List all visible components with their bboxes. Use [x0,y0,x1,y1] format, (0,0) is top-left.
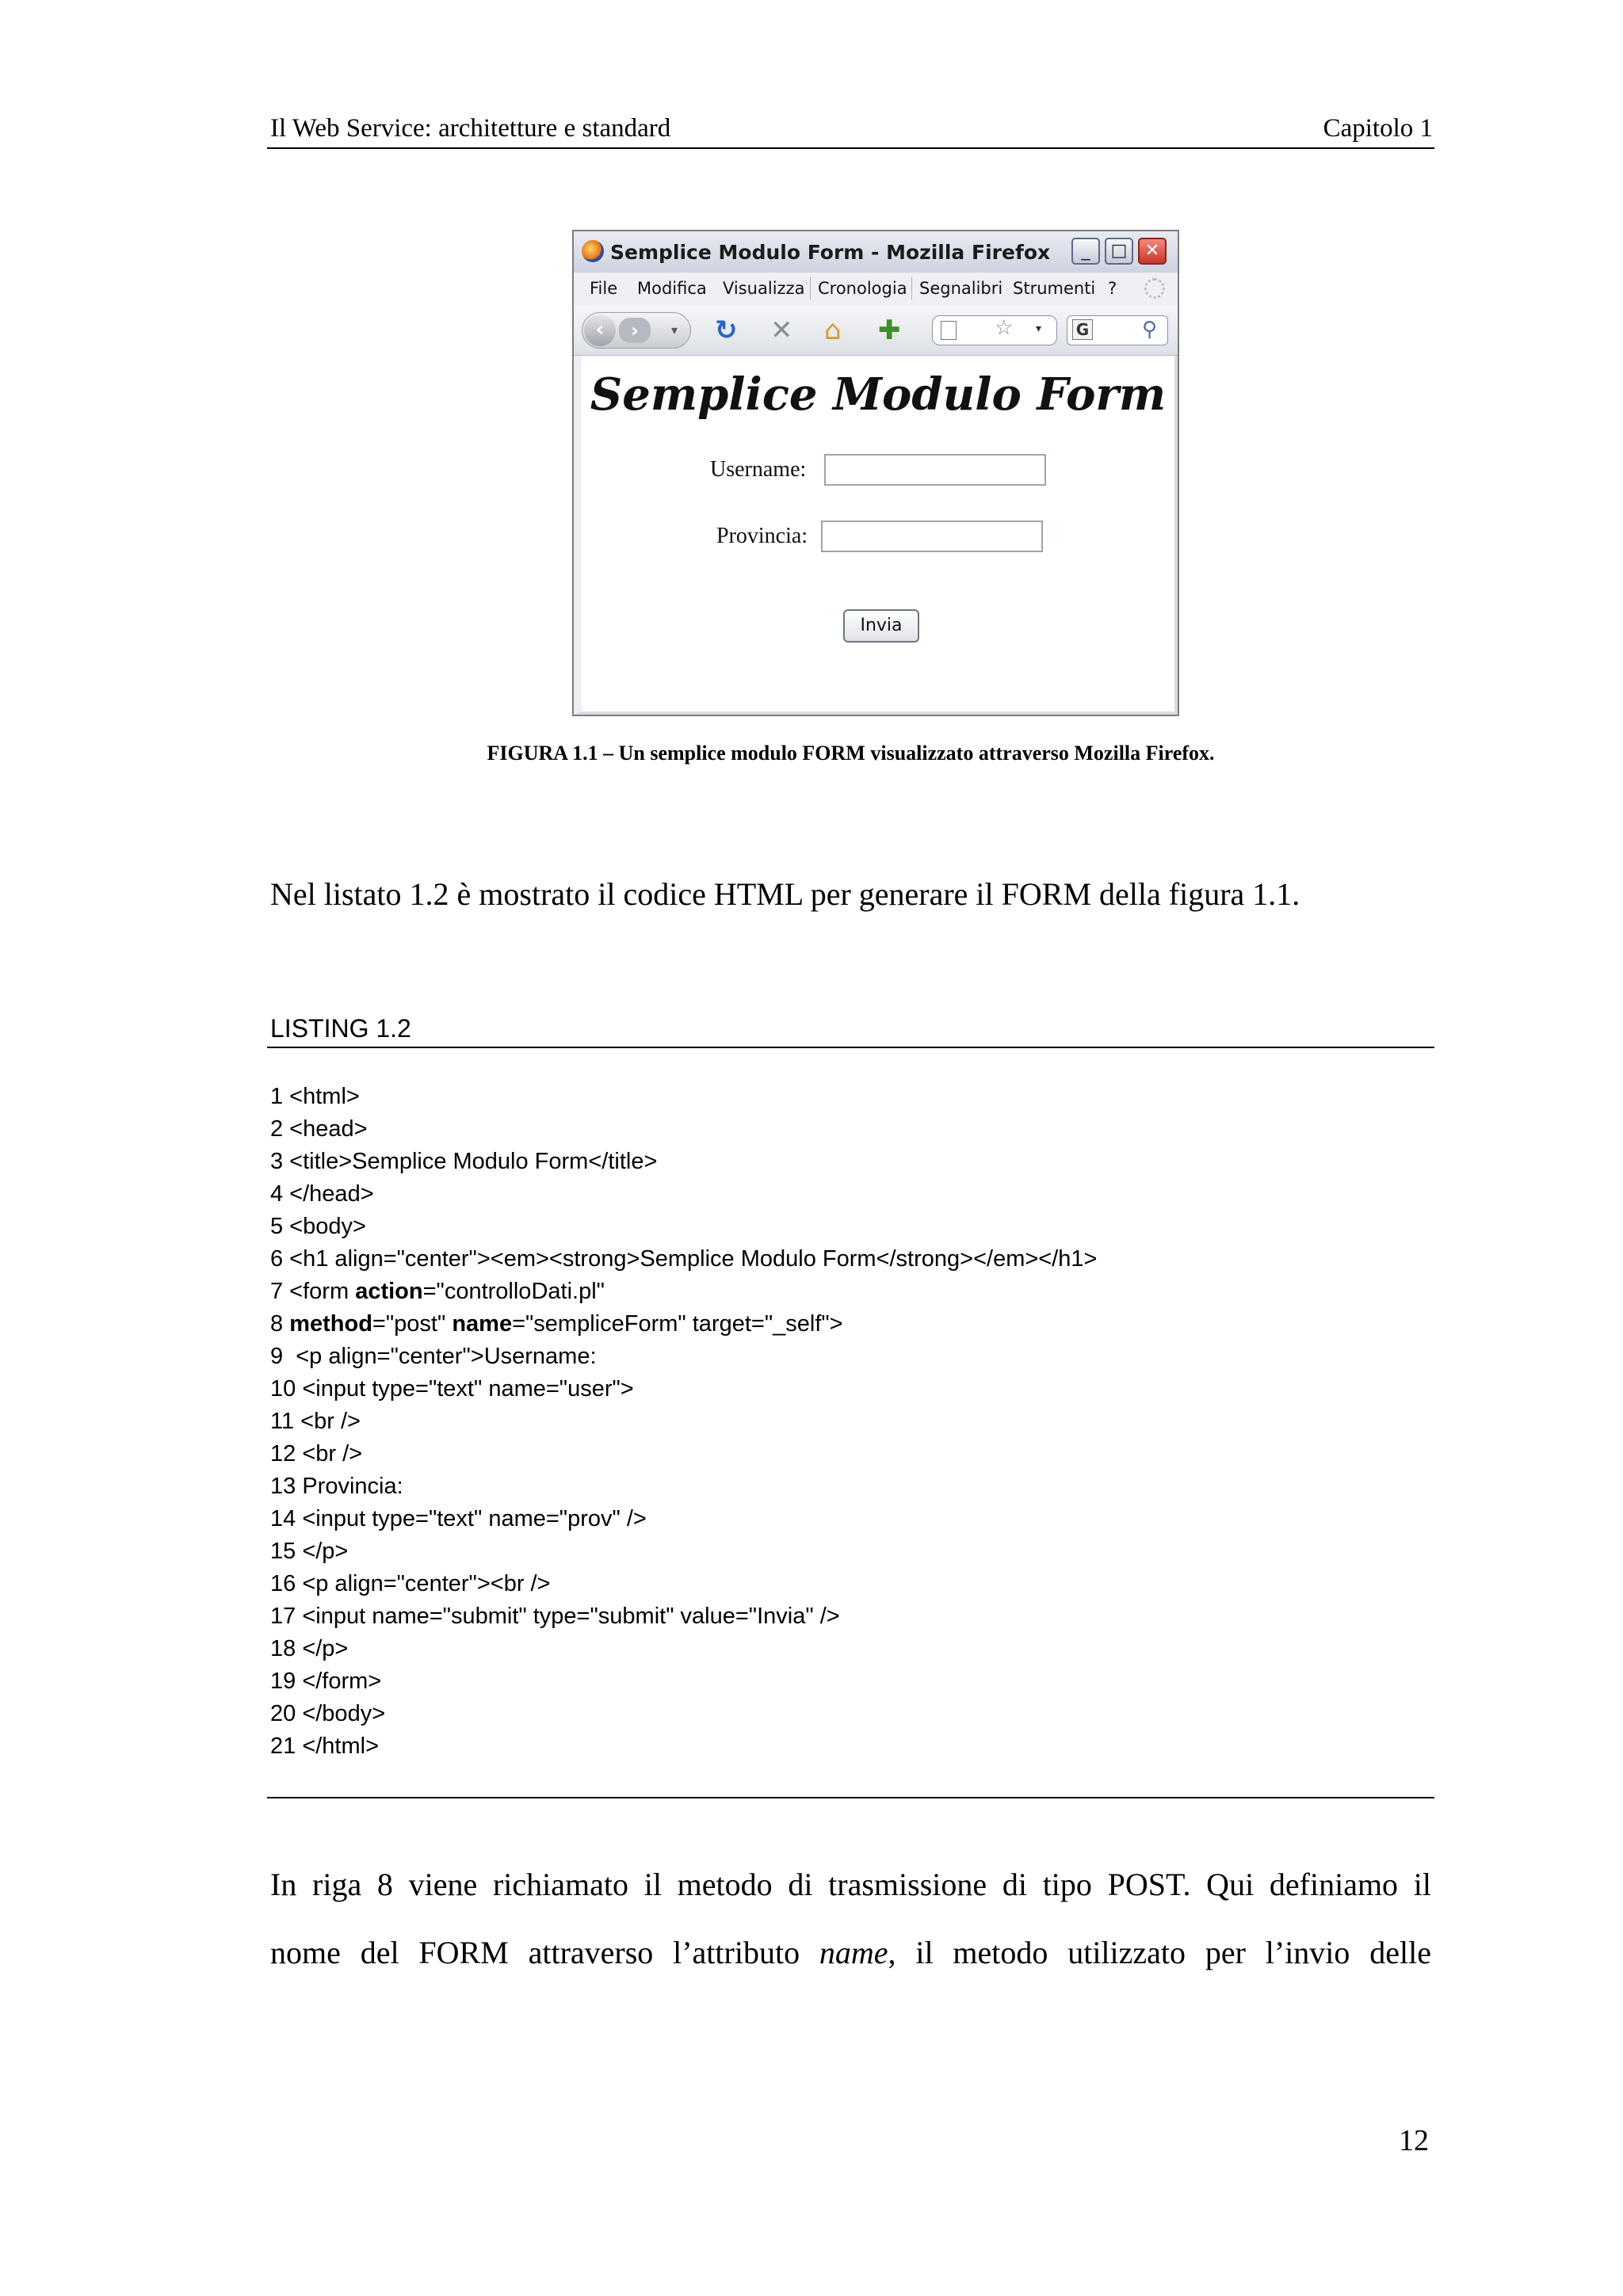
code-text: 15 </p> [270,1539,349,1564]
code-line [270,1470,1097,1503]
paragraph-line [270,1919,1431,1987]
code-text: 4 </head> [270,1181,374,1207]
code-line [270,1730,1097,1763]
paragraph-text: nome del FORM attraverso l’attributo [270,1935,819,1970]
code-text: ="sempliceForm" target="_self"> [512,1311,843,1337]
url-bar[interactable] [932,315,1057,345]
listing-bottom-rule [267,1797,1434,1798]
username-label: Username: [710,457,807,482]
listing-title: LISTING 1.2 [270,1014,411,1043]
provincia-label: Provincia: [716,524,808,548]
history-dropdown-icon[interactable]: ▾ [671,322,678,338]
attribute-name-emphasis: name [819,1935,888,1970]
code-text: 17 <input name="submit" type="submit" value="Invia" /> [270,1604,840,1629]
code-text: 12 <br /> [270,1441,363,1466]
code-line [270,1341,1097,1373]
code-text: ="post" [372,1311,453,1337]
bookmark-add-icon[interactable]: ✚ [878,315,901,346]
figure-caption: FIGURA 1.1 – Un semplice modulo FORM visualizzato attraverso Mozilla Firefox. [487,742,1215,765]
code-text: ="controlloDati.pl" [422,1279,605,1304]
code-line [270,1276,1097,1308]
code-text: 6 <h1 align="center"><em><strong>Semplice Modulo Form</strong></em></h1> [270,1246,1098,1272]
menu-item-segnalibri[interactable]: Segnalibri [919,279,1003,298]
menu-item-help[interactable]: ? [1108,279,1117,298]
code-line [270,1308,1097,1341]
code-line [270,1178,1097,1211]
back-icon[interactable]: ‹ [584,315,616,346]
close-icon[interactable]: ✕ [1138,238,1167,265]
window-titlebar [574,231,1178,273]
paragraph-explanation [270,1851,1431,1987]
code-listing [270,1081,1097,1763]
code-line [270,1600,1097,1633]
code-text: 3 <title>Semplice Modulo Form</title> [270,1149,658,1174]
code-text: 5 <body> [270,1214,366,1239]
code-text: 1 <html> [270,1084,360,1109]
google-search-icon[interactable]: G [1072,319,1093,340]
code-line [270,1535,1097,1568]
menu-item-cronologia[interactable]: Cronologia [818,279,907,298]
code-line [270,1438,1097,1470]
code-line [270,1081,1097,1113]
reload-icon[interactable]: ↻ [715,315,738,346]
paragraph-text: , il metodo utilizzato per l’invio delle [888,1935,1431,1970]
code-line [270,1243,1097,1276]
menu-item-modifica[interactable]: Modifica [637,279,707,298]
username-input[interactable] [824,454,1046,486]
code-text: 16 <p align="center"><br /> [270,1571,551,1596]
menu-bar [574,273,1178,307]
code-keyword: action [355,1279,423,1304]
code-text: 20 </body> [270,1701,386,1726]
menu-item-visualizza[interactable]: Visualizza [723,279,805,298]
paragraph-line: In riga 8 viene richiamato il metodo di trasmissione di tipo POST. Qui definiamo il [270,1867,1431,1902]
menu-separator [810,277,811,299]
code-line [270,1405,1097,1438]
window-title: Semplice Modulo Form - Mozilla Firefox [610,241,1051,264]
form-heading: Semplice Modulo Form [590,368,1167,421]
code-text: 2 <head> [270,1116,368,1142]
home-icon[interactable]: ⌂ [824,315,842,346]
provincia-input[interactable] [821,521,1043,552]
code-line [270,1113,1097,1146]
throbber-icon [1144,278,1165,299]
page-number: 12 [1399,2124,1429,2157]
menu-separator [911,277,912,299]
minimize-icon[interactable]: _ [1071,238,1100,265]
code-line [270,1373,1097,1405]
star-icon[interactable]: ☆ [995,316,1014,340]
code-keyword: method [289,1311,372,1337]
code-text: 13 Provincia: [270,1474,403,1499]
code-line [270,1568,1097,1600]
header-rule [267,147,1434,149]
search-bar[interactable] [1067,315,1168,345]
code-text: 14 <input type="text" name="prov" /> [270,1506,647,1531]
code-text: 7 <form [270,1279,356,1304]
code-text: 9 <p align="center">Username: [270,1344,597,1369]
code-line [270,1211,1097,1243]
code-text: 8 [270,1311,290,1337]
page-viewport [574,356,1178,715]
code-line [270,1698,1097,1730]
code-text: 11 <br /> [270,1409,361,1434]
menu-item-file[interactable]: File [590,279,618,298]
running-header-chapter: Capitolo 1 [1323,114,1433,143]
page-icon [941,321,957,340]
code-line [270,1146,1097,1178]
code-keyword: name [452,1311,513,1337]
firefox-logo-icon [582,240,604,262]
back-forward-group [582,312,691,349]
url-dropdown-icon[interactable]: ▾ [1036,322,1042,335]
code-line [270,1503,1097,1535]
stop-icon[interactable]: ✕ [770,315,793,346]
browser-screenshot-figure [572,230,1179,716]
code-text: 10 <input type="text" name="user"> [270,1376,634,1402]
navigation-toolbar [574,306,1178,356]
menu-item-strumenti[interactable]: Strumenti [1013,279,1096,298]
code-line [270,1633,1097,1665]
forward-icon[interactable]: › [619,318,651,343]
maximize-icon[interactable]: □ [1105,238,1133,265]
code-text: 21 </html> [270,1733,380,1759]
code-line [270,1665,1097,1698]
paragraph-intro: Nel listato 1.2 è mostrato il codice HTML per generare il FORM della figura 1.1. [270,876,1300,912]
listing-top-rule [267,1047,1434,1048]
running-header-title: Il Web Service: architetture e standard [270,114,671,143]
code-text: 19 </form> [270,1669,382,1694]
invia-button[interactable]: Invia [843,609,919,643]
magnifier-icon[interactable]: ⚲ [1142,318,1158,341]
code-text: 18 </p> [270,1636,349,1661]
